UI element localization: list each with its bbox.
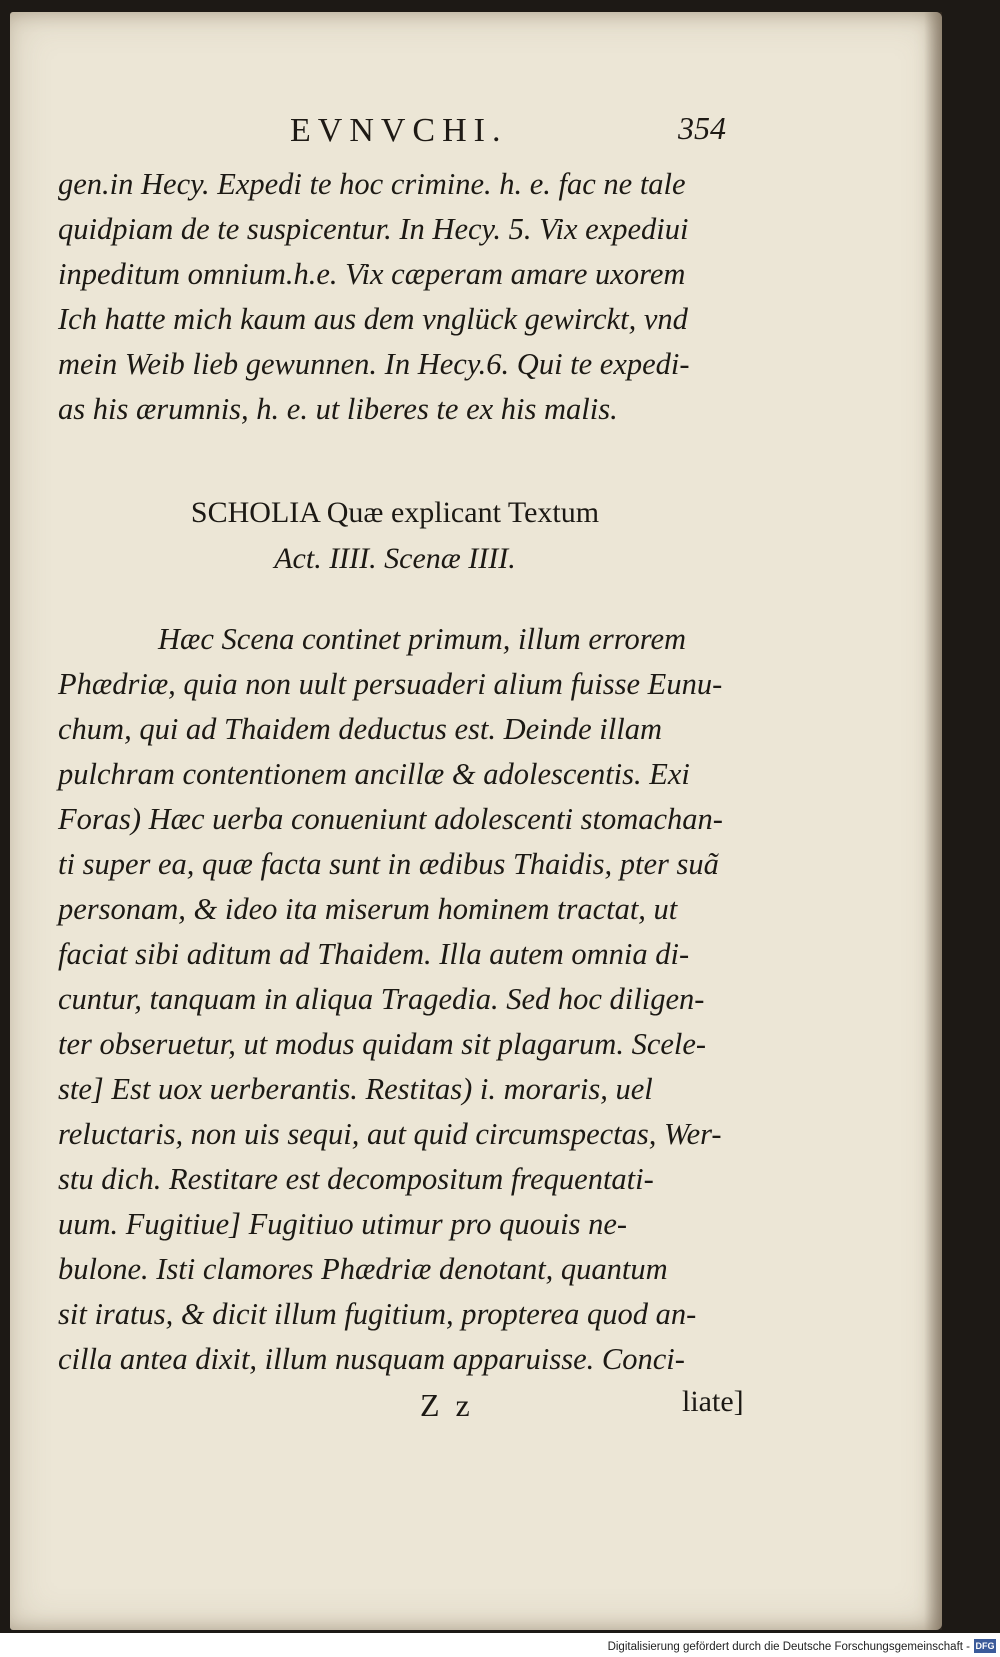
text-line: inpeditum omnium.h.e. Vix cæperam amare uxorem — [58, 257, 686, 291]
text-line: uum. Fugitiue] Fugitiuo utimur pro quouis ne- — [58, 1207, 628, 1241]
text-line: Hæc Scena continet primum, illum errorem — [158, 622, 687, 656]
scholia-heading-line2: Act. IIII. Scenæ IIII. — [274, 542, 516, 575]
scholia-heading — [10, 490, 780, 582]
running-title: EVNVCHI. — [290, 112, 508, 149]
text-line: ter obseruetur, ut modus quidam sit plagarum. Scele- — [58, 1027, 707, 1061]
text-line: stu dich. Restitare est decompositum frequentati- — [58, 1162, 654, 1196]
folio-number: 354 — [678, 110, 726, 146]
footer-credit: Digitalisierung gefördert durch die Deutsche Forschungsgemeinschaft - — [607, 1641, 970, 1653]
text-line: as his ærumnis, h. e. ut liberes te ex his malis. — [58, 392, 618, 426]
text-line: gen.in Hecy. Expedi te hoc crimine. h. e. fac ne tale — [58, 167, 686, 201]
page-edge-shadow — [924, 12, 942, 1630]
book-page — [10, 12, 942, 1630]
text-line: quidpiam de te suspicentur. In Hecy. 5. Vix expediui — [58, 212, 689, 246]
text-block-top — [58, 162, 758, 432]
text-line: faciat sibi aditum ad Thaidem. Illa autem omnia di- — [58, 937, 690, 971]
dfg-logo: DFG — [975, 1641, 995, 1651]
text-line: Phædriæ, quia non uult persuaderi alium fuisse Eunu- — [58, 667, 723, 701]
text-line: ste] Est uox uerberantis. Restitas) i. moraris, uel — [58, 1072, 653, 1106]
text-line: cilla antea dixit, illum nusquam apparuisse. Conci- — [58, 1342, 685, 1376]
text-line: chum, qui ad Thaidem deductus est. Deinde illam — [58, 712, 662, 746]
text-line: pulchram contentionem ancillæ & adolescentis. Exi — [58, 757, 690, 791]
text-line: personam, & ideo ita miserum hominem tractat, ut — [58, 892, 678, 926]
page-header — [10, 12, 942, 162]
text-line: cuntur, tanquam in aliqua Tragedia. Sed hoc diligen- — [58, 982, 705, 1016]
text-line: sit iratus, & dicit illum fugitium, propterea quod an- — [58, 1297, 697, 1331]
footer-bar — [0, 1633, 1000, 1657]
text-line: Foras) Hæc uerba conueniunt adolescenti stomachan- — [58, 802, 723, 836]
text-line: ti super ea, quæ facta sunt in ædibus Thaidis, pter suã — [58, 847, 719, 881]
scholia-heading-line1: SCHOLIA Quæ explicant Textum — [190, 496, 600, 529]
text-line: mein Weib lieb gewunnen. In Hecy.6. Qui te expedi- — [58, 347, 690, 381]
text-block-body — [58, 617, 758, 1382]
text-line: Ich hatte mich kaum aus dem vnglück gewirckt, vnd — [58, 302, 688, 336]
text-line: reluctaris, non uis sequi, aut quid circumspectas, Wer- — [58, 1117, 722, 1151]
signature-mark: Z z — [420, 1387, 474, 1423]
catchword: liate] — [682, 1385, 744, 1418]
text-line: bulone. Isti clamores Phædriæ denotant, quantum — [58, 1252, 668, 1286]
